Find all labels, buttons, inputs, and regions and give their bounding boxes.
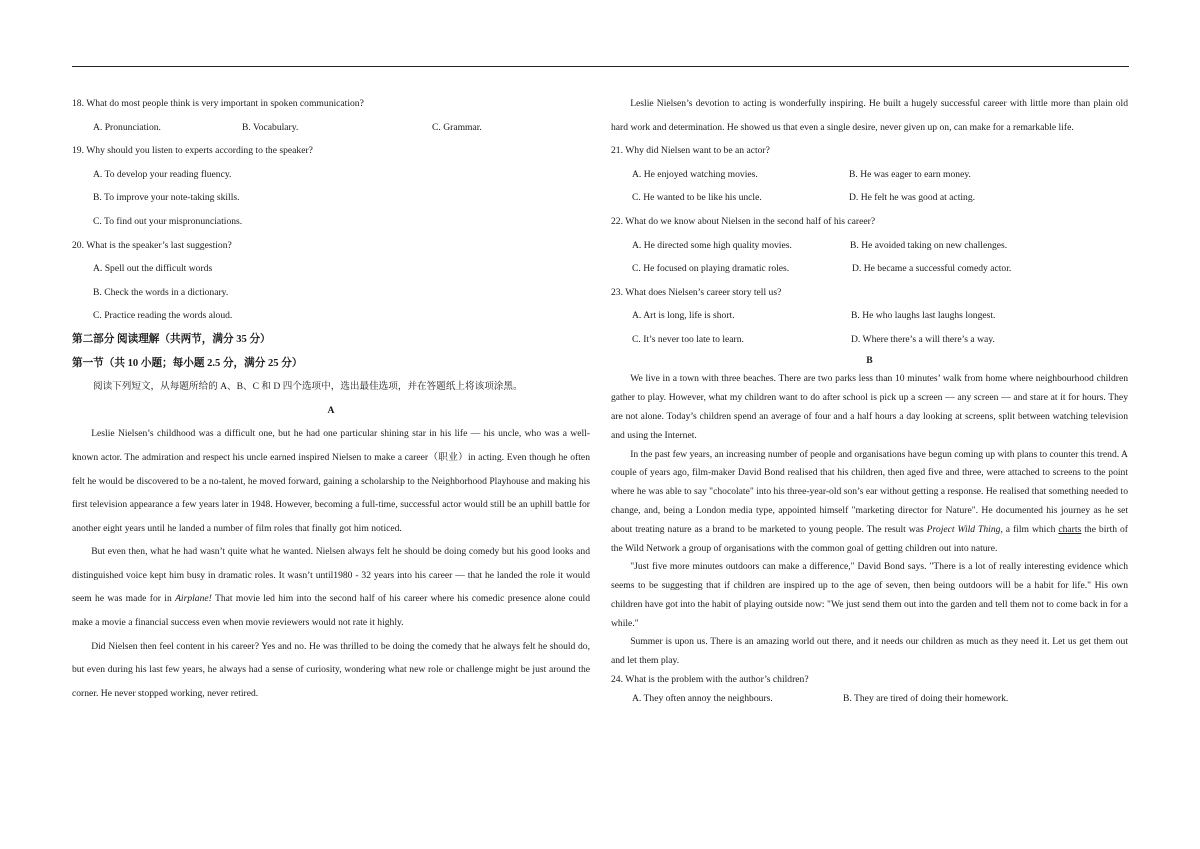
paragraph-2-text-start: But even then, what he had wasn’t quite what he wanted. Nielsen always felt he should be doing comedy but his good looks and distinguished voice kept him busy in dramatic roles. It wasn’t until1980 - 32 years into his career — that he landed the role it would seem he was made for in	[72, 546, 590, 605]
paragraph-b2-text-start: In the past few years, an increasing number of people and organisations have begun coming up with plans to counter this trend. A couple of years ago, film-maker David Bond realised that his children, then aged five and three, were attached to screens to the point where he was able to say "chocolate" into his three-year-old son’s ear without getting a response. He realised that something needed to change, and, being a London media type, appointed himself "marketing director for Nature". He documented his journey as he set about treating nature as a brand to be marketed to young people. The result was	[611, 448, 1128, 535]
question-18-options	[72, 116, 590, 140]
question-18-stem: 18. What do most people think is very important in spoken communication?	[72, 98, 364, 109]
reading-instruction: 阅读下列短文，从每题所给的 A、B、C 和 D 四个选项中，选出最佳选项，并在答题纸上将该项涂黑。	[93, 381, 523, 393]
option-19a: A. To develop your reading fluency.	[93, 168, 232, 180]
option-23c: C. It’s never too late to learn.	[632, 333, 744, 345]
paragraph-b2-text-mid: , a film which	[1000, 523, 1059, 535]
option-18c: C. Grammar.	[432, 121, 482, 133]
passage-b-paragraph-4: Summer is upon us. There is an amazing world out there, and it needs our children as much as they need it. Let us get them out and let them play.	[611, 636, 1128, 667]
option-20c: C. Practice reading the words aloud.	[93, 310, 233, 322]
question-19-stem: 19. Why should you listen to experts according to the speaker?	[72, 145, 313, 157]
question-23-stem: 23. What does Nielsen’s career story tell us?	[611, 286, 782, 298]
question-23-options-row2	[611, 328, 1128, 352]
question-22-stem: 22. What do we know about Nielsen in the second half of his career?	[611, 215, 876, 227]
question-22-options-row2	[611, 257, 1128, 281]
question-23-options-row1	[611, 304, 1128, 328]
question-21-stem: 21. Why did Nielsen want to be an actor?	[611, 145, 770, 157]
option-22d: D. He became a successful comedy actor.	[852, 263, 1012, 275]
passage-a-label: A	[327, 404, 335, 416]
passage-a-paragraph-2	[72, 540, 590, 634]
question-24-stem: 24. What is the problem with the author’s children?	[611, 674, 809, 686]
part2-heading: 第二部分 阅读理解（共两节，满分 35 分）	[72, 333, 271, 345]
passage-a-paragraph-4: Leslie Nielsen’s devotion to acting is wonderfully inspiring. He built a hugely successful career with little more than plain old hard work and determination. He showed us that even a single desire, never given up on, can make for a remarkable life.	[611, 98, 1128, 133]
option-20a: A. Spell out the difficult words	[93, 263, 213, 275]
passage-b-paragraph-2	[611, 446, 1128, 559]
option-19c: C. To find out your mispronunciations.	[93, 215, 243, 227]
passage-b-paragraph-1: We live in a town with three beaches. There are two parks less than 10 minutes’ walk from home where neighbourhood children gather to play. However, what my children want to do after school is pick up a screen — any screen — and stare at it for hours. They are not alone. Today’s children spend an average of four and a half hours a day looking at screens, split between watching television and using the Internet.	[611, 373, 1128, 441]
film-title-project-wild-thing: Project Wild Thing	[926, 523, 1001, 535]
right-column	[611, 92, 1128, 709]
movie-title-airplane: Airplane!	[175, 593, 212, 605]
question-22-options-row1	[611, 234, 1128, 258]
option-23a: A. Art is long, life is short.	[632, 310, 735, 322]
option-21c: C. He wanted to be like his uncle.	[632, 192, 762, 204]
passage-b-label: B	[866, 354, 873, 366]
option-21d: D. He felt he was good at acting.	[849, 192, 976, 204]
passage-b-paragraph-3: "Just five more minutes outdoors can make a difference," David Bond says. "There is a lot of really interesting evidence which seems to be suggesting that if children are inspired up to the age of seven, then being outdoors will be a habit for life." His own children have got into the habit of playing outside now: "We just send them out into the garden and tell them not to come back in for a while."	[611, 561, 1128, 629]
header-rule	[72, 66, 1129, 67]
option-24a: A. They often annoy the neighbours.	[632, 692, 773, 704]
option-19b: B. To improve your note-taking skills.	[93, 192, 240, 204]
option-18b: B. Vocabulary.	[242, 121, 299, 133]
option-22c: C. He focused on playing dramatic roles.	[632, 263, 790, 275]
left-column	[72, 92, 590, 705]
option-22b: B. He avoided taking on new challenges.	[850, 239, 1008, 251]
paragraph-b2-text-end: the birth of the Wild Network a group of organisations with the common goal of getting children out into nature.	[611, 523, 1128, 554]
option-18a: A. Pronunciation.	[93, 121, 161, 133]
option-24b: B. They are tired of doing their homework.	[843, 692, 1009, 704]
question-20-stem: 20. What is the speaker’s last suggestion?	[72, 239, 232, 251]
underlined-word-charts: charts	[1058, 523, 1082, 535]
question-21-options-row1	[611, 163, 1128, 187]
option-20b: B. Check the words in a dictionary.	[93, 286, 229, 298]
option-21a: A. He enjoyed watching movies.	[632, 168, 758, 180]
option-22a: A. He directed some high quality movies.	[632, 239, 792, 251]
question-24-options	[611, 690, 1128, 709]
option-23b: B. He who laughs last laughs longest.	[851, 310, 996, 322]
option-23d: D. Where there’s a will there’s a way.	[851, 333, 995, 345]
paragraph-2-text-end: That movie led him into the second half of his career where his comedic presence alone could make a movie a financial success even when movie reviewers would not rate it highly.	[72, 593, 590, 629]
question-21-options-row2	[611, 186, 1128, 210]
passage-a-paragraph-3: Did Nielsen then feel content in his career? Yes and no. He was thrilled to be doing the comedy that he always felt he should do, but even during his last few years, he always had a sense of curiosity, wondering what new role or challenge might be just around the corner. He never stopped working, never retired.	[72, 640, 590, 699]
option-21b: B. He was eager to earn money.	[849, 168, 971, 180]
passage-a-paragraph-1: Leslie Nielsen’s childhood was a difficult one, but he had one particular shining star in his life — his uncle, who was a well-known actor. The admiration and respect his uncle earned inspired Nielsen to make a career（职业）in acting. Even though he often felt he would be discovered to be a no-talent, he moved forward, gaining a scholarship to the Neighborhood Playhouse and making his first television appearance a few years later in 1948. However, becoming a full-time, successful actor would still be an uphill battle for another eight years until he landed a number of film roles that finally got him noticed.	[72, 428, 590, 534]
section1-heading: 第一节（共 10 小题；每小题 2.5 分，满分 25 分）	[72, 357, 303, 369]
